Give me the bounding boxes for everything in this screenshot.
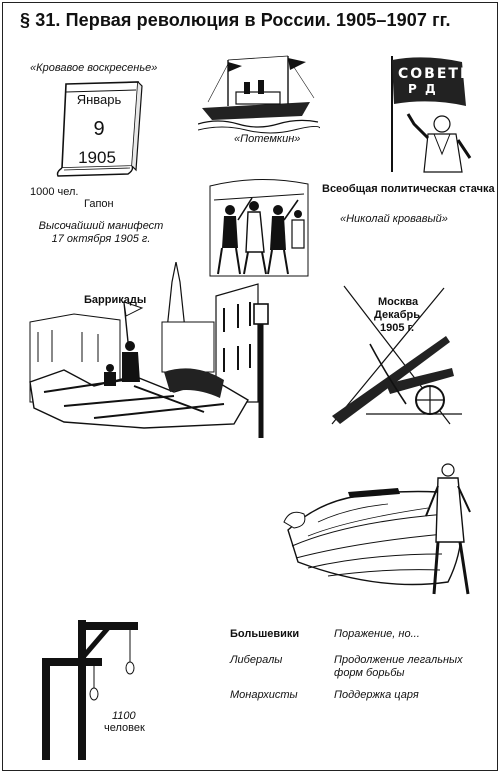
general-strike-label: Всеобщая политическая стачка: [322, 183, 495, 195]
party-liberals-position-line2: форм борьбы: [334, 667, 405, 679]
gallows-illustration: [38, 616, 142, 764]
party-bolsheviks-position: Поражение, но...: [334, 628, 420, 640]
field-illustration: [278, 462, 478, 600]
manifesto-line2: 17 октября 1905 г.: [51, 233, 151, 245]
calendar-month: Январь: [76, 92, 122, 107]
moscow-label-line3: 1905 г.: [380, 322, 415, 334]
bloody-sunday-label: «Кровавое воскресенье»: [30, 62, 158, 74]
battleship-illustration: [198, 52, 320, 134]
barricades-label: Баррикады: [84, 294, 147, 306]
manifesto-line1: Высочайший манифест: [38, 220, 164, 232]
nicholas-bloody-label: «Николай кровавый»: [340, 213, 448, 225]
moscow-label-line2: Декабрь: [374, 309, 420, 321]
calendar-day: 9: [93, 118, 105, 140]
gapon-label: Гапон: [84, 198, 114, 210]
party-monarchists: Монархисты: [230, 689, 298, 701]
barricades-illustration: [24, 262, 296, 442]
potemkin-label: «Потемкин»: [234, 133, 301, 145]
victims-label: 1000 чел.: [30, 186, 79, 198]
party-liberals: Либералы: [230, 654, 283, 666]
page-title: § 31. Первая революция в России. 1905–1907 гг.: [20, 10, 451, 30]
party-monarchists-position: Поддержка царя: [334, 689, 419, 701]
poster-text-line1: СОВЕТЫ: [398, 66, 477, 82]
executed-count: 1100: [112, 710, 136, 722]
moscow-label-line1: Москва: [378, 296, 419, 308]
calendar-year: 1905: [78, 148, 116, 167]
executed-unit: человек: [104, 722, 145, 734]
poster-text-line2: Р Д: [408, 82, 438, 96]
party-liberals-position-line1: Продолжение легальных: [334, 654, 463, 666]
party-bolsheviks: Большевики: [230, 628, 300, 640]
